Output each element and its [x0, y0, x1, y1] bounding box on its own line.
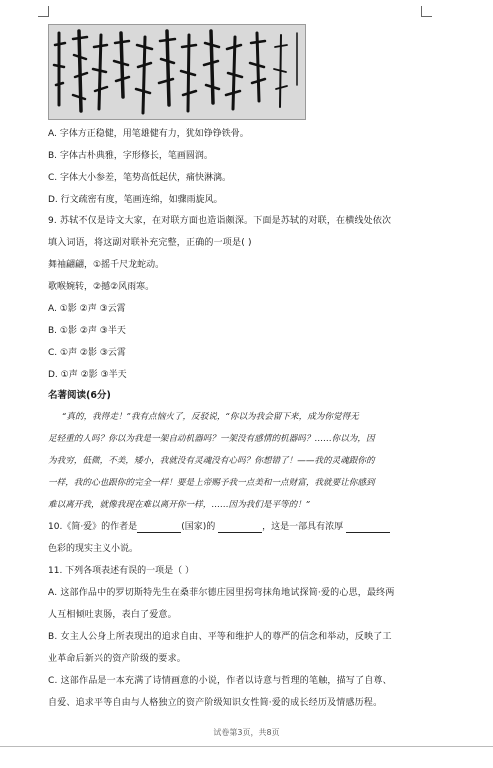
question-10-line-2: 色彩的现实主义小说。 [48, 544, 139, 554]
option-a: A. 字体方正稳健，用笔雄健有力，犹如铮铮铁骨。 [48, 129, 249, 139]
q9-option-c: C. ①声 ②影 ③云霄 [48, 348, 126, 358]
couplet-second: 歌喉婉转，②撼②风雨寒。 [48, 282, 155, 292]
crop-mark-top-right [421, 6, 432, 17]
calligraphy-strokes [49, 25, 305, 119]
q9-option-b: B. ①影 ②声 ③半天 [48, 326, 126, 336]
section-title: 名著阅读(6分) [48, 390, 111, 401]
option-c: C. 字体大小参差，笔势高低起伏，痛快淋漓。 [48, 173, 232, 183]
option-b: B. 字体古朴典雅，字形修长，笔画圆润。 [48, 151, 213, 161]
question-11-stem: 11. 下列各项表述有误的一项是（ ） [48, 566, 195, 576]
passage-line-4: 一样，我的心也跟你的完全一样！要是上帝赐予我一点美和一点财富，我就要让你感到 [48, 478, 375, 488]
q11-option-a-line-2: 人互相倾吐衷肠，表白了爱意。 [48, 610, 177, 620]
q11-option-b-line-2: 业革命后新兴的资产阶级的要求。 [48, 654, 187, 664]
answer-blank-country[interactable] [218, 523, 262, 533]
q9-option-d: D. ①声 ②影 ③半天 [48, 370, 127, 380]
q10-mid-2: ，这是一部具有浓厚 [262, 522, 344, 532]
answer-blank-style[interactable] [346, 523, 390, 533]
question-9-line-2: 填入词语，将这副对联补充完整，正确的一项是( ) [48, 238, 252, 248]
couplet-first: 舞袖翩翩，①摇千尺龙蛇动。 [48, 260, 165, 270]
q10-mid-1: (国家)的 [181, 522, 216, 532]
answer-blank-author[interactable] [137, 523, 181, 533]
q9-option-a: A. ①影 ②声 ③云霄 [48, 304, 126, 314]
question-10-line-1 [48, 521, 390, 533]
q11-option-a-line-1: A. 这部作品中的罗切斯特先生在桑菲尔德庄园里拐弯抹角地试探简·爱的心思，最终两 [48, 588, 395, 598]
q11-option-c-line-2: 自爱、追求平等自由与人格独立的资产阶级知识女性简·爱的成长经历及情感历程。 [48, 698, 383, 708]
passage-line-2: 足轻重的人吗？你以为我是一架自动机器吗？一架没有感情的机器吗？……你以为，因 [48, 434, 375, 444]
question-9-line-1: 9. 苏轼不仅是诗文大家，在对联方面也造诣颇深。下面是苏轼的对联，在横线处依次 [48, 216, 392, 226]
q10-prefix: 10.《简·爱》的作者是 [48, 522, 138, 532]
option-d: D. 行文疏密有度，笔画连绵，如骤雨旋风。 [48, 195, 223, 205]
passage-line-5: 难以离开我，就像我现在难以离开你一样，……因为我们是平等的！” [48, 500, 311, 510]
crop-mark-top-left [38, 6, 49, 17]
q11-option-c-line-1: C. 这部作品是一本充满了诗情画意的小说，作者以诗意与哲理的笔触，描写了自尊、 [48, 676, 392, 686]
passage-line-1: “真的，我得走！”我有点恼火了，反驳说，“你以为我会留下来，成为你觉得无 [62, 412, 359, 422]
calligraphy-image [48, 24, 306, 120]
page-bottom-rule [0, 746, 493, 747]
page-footer: 试卷第3页，共8页 [213, 728, 280, 737]
q11-option-b-line-1: B. 女主人公身上所表现出的追求自由、平等和维护人的尊严的信念和举动，反映了工 [48, 632, 392, 642]
passage-line-3: 为我穷，低微，不美，矮小，我就没有灵魂没有心吗？你想错了！——我的灵魂跟你的 [48, 456, 375, 466]
